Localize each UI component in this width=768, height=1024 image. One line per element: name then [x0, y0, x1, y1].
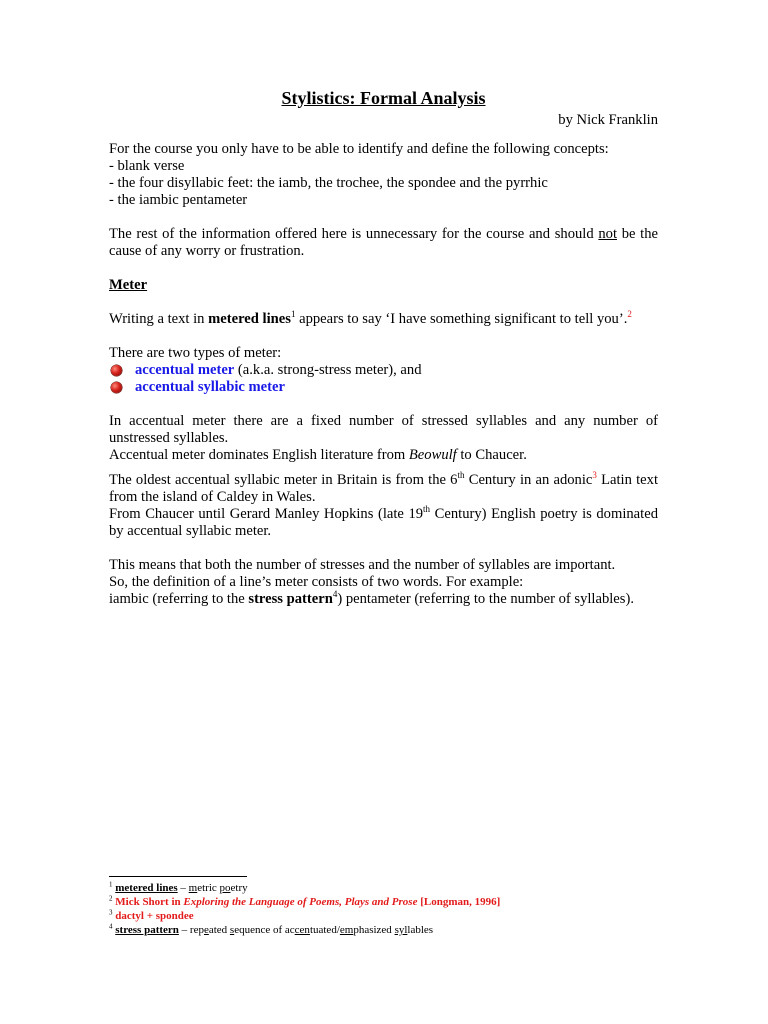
writing-paragraph — [109, 311, 658, 328]
accentual-dominates — [109, 447, 658, 464]
means-text: iambic (referring to the — [109, 591, 249, 607]
footnote-text: m — [188, 882, 198, 894]
list-item-text: (a.k.a. strong-stress meter), and — [234, 362, 422, 378]
list-item — [109, 362, 658, 379]
rest-text: be the cause of any worry or frustration. — [109, 226, 658, 259]
means-line: So, the definition of a line’s meter consists of two words. For example: — [109, 574, 524, 590]
means-example — [109, 591, 658, 608]
footnote-1 — [109, 881, 669, 895]
chaucer-text: Century) English poetry is dominated by accentual syllabic meter. — [109, 506, 658, 539]
footnote-number: 4 — [109, 922, 113, 931]
accentual-meter-term: accentual meter — [135, 362, 235, 378]
footnote-text: po — [219, 882, 231, 894]
footnote-3 — [109, 909, 669, 923]
means-text: ) pentameter (referring to the number of syllables). — [337, 591, 634, 607]
footnotes-section — [109, 876, 669, 937]
footnote-number: 2 — [109, 894, 113, 903]
footnote-4 — [109, 923, 669, 937]
accentual-text: to Chaucer. — [456, 447, 527, 463]
footnote-term: metered lines — [115, 882, 178, 894]
oldest-text: Latin text from the island of Caldey in Wales. — [109, 472, 658, 505]
footnote-text: e — [203, 924, 209, 936]
intro-item: - blank verse — [109, 158, 185, 174]
footnote-ref-3[interactable]: 3 — [592, 470, 597, 481]
author-byline: by Nick Franklin — [558, 112, 658, 128]
footnote-text: etric — [197, 882, 220, 894]
footnote-term: stress pattern — [115, 924, 179, 936]
footnote-2 — [109, 895, 669, 909]
accentual-text: Accentual meter dominates English literature from — [109, 447, 409, 463]
footnote-text: s — [229, 924, 235, 936]
beowulf-title: Beowulf — [408, 447, 457, 463]
footnote-text: equence of ac — [234, 924, 295, 936]
footnote-publisher: [Longman, 1996] — [417, 896, 501, 908]
footnote-dash: – — [177, 882, 189, 894]
footnote-text: lables — [407, 924, 434, 936]
oldest-text: Century in an adonic — [464, 472, 593, 488]
accentual-paragraph: In accentual meter there are a fixed number of stressed syllables and any number of unstressed syllables. — [109, 413, 658, 446]
types-lead: There are two types of meter: — [109, 345, 282, 361]
red-bullet-icon — [111, 365, 122, 376]
footnote-book-title: Exploring the Language of Poems, Plays and Prose — [183, 896, 418, 908]
meter-heading: Meter — [109, 277, 148, 293]
footnote-dash: – — [178, 924, 190, 936]
footnote-number: 3 — [109, 908, 113, 917]
document-page — [109, 88, 658, 608]
rest-emphasis: not — [598, 226, 617, 242]
chaucer-text: From Chaucer until Gerard Manley Hopkins (late 19 — [109, 506, 424, 522]
footnote-number: 1 — [109, 880, 113, 889]
writing-text: appears to say ‘I have something significant to tell you’. — [295, 311, 628, 327]
footnote-text: ated — [208, 924, 230, 936]
footnote-ref-1[interactable]: 1 — [290, 309, 296, 320]
rest-paragraph — [109, 226, 658, 260]
stress-pattern-term: stress pattern — [248, 591, 333, 607]
footnote-text: tuated/ — [309, 924, 340, 936]
intro-item: - the iambic pentameter — [109, 192, 248, 208]
oldest-text: The oldest accentual syllabic meter in Britain is from the 6 — [109, 472, 458, 488]
footnote-text: rep — [189, 924, 204, 936]
accentual-syllabic-meter-term: accentual syllabic meter — [135, 379, 285, 395]
footnote-text: em — [339, 924, 354, 936]
list-item — [109, 379, 658, 396]
ordinal-sup: th — [423, 504, 431, 515]
intro-item: - the four disyllabic feet: the iamb, the trochee, the spondee and the pyrrhic — [109, 175, 548, 191]
footnote-ref-2[interactable]: 2 — [627, 309, 632, 320]
footnote-ref-4[interactable]: 4 — [332, 589, 338, 600]
ordinal-sup: th — [457, 470, 465, 481]
footnote-divider — [109, 876, 247, 877]
page-title: Stylistics: Formal Analysis — [281, 88, 486, 108]
footnote-text: dactyl + spondee — [115, 910, 194, 922]
footnote-text: cen — [294, 924, 310, 936]
means-line: This means that both the number of stresses and the number of syllables are important. — [109, 557, 616, 573]
intro-lead: For the course you only have to be able to identify and define the following concepts: — [109, 141, 609, 157]
oldest-paragraph — [109, 472, 658, 506]
footnote-text: syl — [394, 924, 408, 936]
meter-types-list — [109, 362, 658, 396]
footnote-author: Mick Short in — [115, 896, 184, 908]
writing-text: Writing a text in — [109, 311, 209, 327]
metered-lines-term: metered lines — [208, 311, 291, 327]
footnote-text: etry — [230, 882, 248, 894]
chaucer-paragraph — [109, 506, 658, 540]
intro-section — [109, 141, 658, 209]
footnote-text: phasized — [353, 924, 395, 936]
red-bullet-icon — [111, 382, 122, 393]
rest-text: The rest of the information offered here is unnecessary for the course and should — [109, 226, 599, 242]
